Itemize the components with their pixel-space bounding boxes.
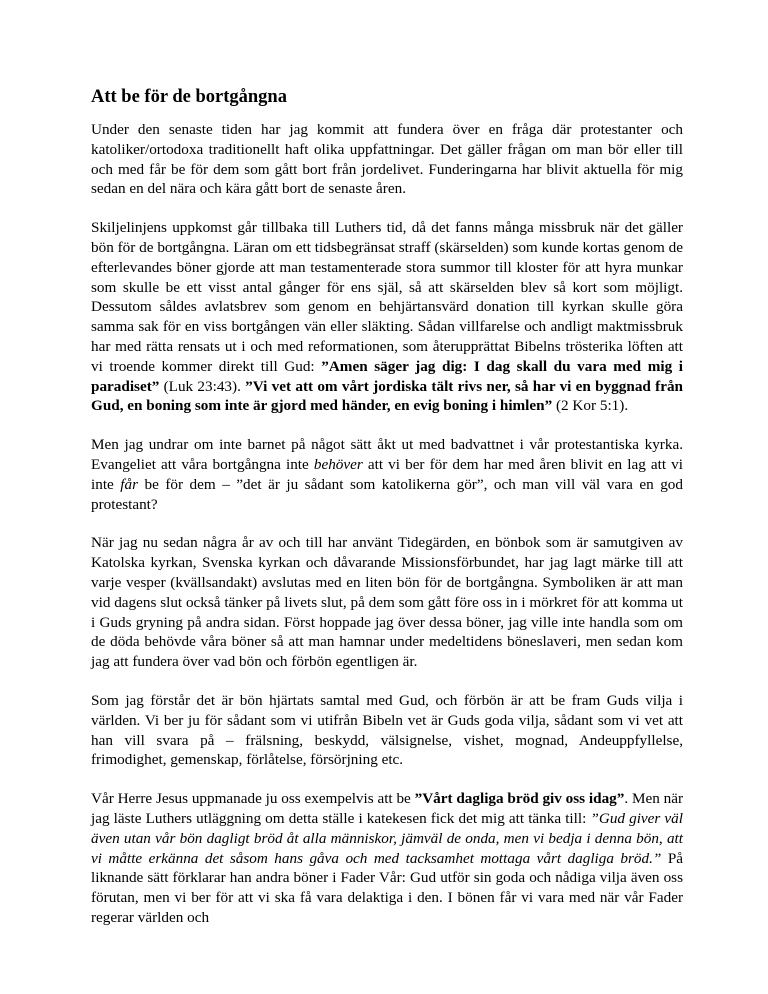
document-page	[91, 86, 683, 947]
paragraph-prayer-meaning: Som jag förstår det är bön hjärtats samtal med Gud, och förbön är att be fram Guds vilja i världen. Vi ber ju för sådant som vi utifrån Bibeln vet är Guds goda vilja, sådant som vi vet att han vill svara på – frälsning, beskydd, välsignelse, vishet, mognad, Andeuppfyllelse, frimodighet, gemenskap, förlåtelse, försörjning etc.	[91, 691, 683, 769]
bible-quote-daily-bread: ”Vårt dagliga bröd giv oss idag”	[414, 790, 625, 808]
text-run: Vår Herre Jesus uppmanade ju oss exempelvis att be	[91, 790, 415, 808]
emphasis-behover: behöver	[313, 455, 363, 473]
text-run: . Men när jag läste Luthers utläggning om detta ställe i katekesen fick det mig att tänka till:	[91, 790, 684, 827]
paragraph-protestant-question	[91, 435, 683, 514]
document-title: Att be för de bortgångna	[91, 87, 287, 107]
text-run: Men jag undrar om inte barnet på något sätt åkt ut med badvattnet i vår protestantiska kyrka. Evangeliet att våra bortgångna inte	[91, 436, 683, 473]
paragraph-tidegarden: När jag nu sedan några år av och till har använt Tidegärden, en bönbok som är samutgiven av Katolska kyrkan, Svenska kyrkan och dåvarande Missionsförbundet, har jag lagt märke till att varje vesper (kvällsandakt) avslutas med en liten bön för de bortgångna. Symboliken är att man vid dagens slut också tänker på livets slut, på dem som gått före oss in i mörkret för att komma ut i Guds gryning på andra sidan. Först hoppade jag över dessa böner, jag ville inte handla som om de döda behövde våra böner så att man hamnar under medeltidens böneslaveri, men sedan kom jag att fundera över vad bön och förbön egentligen är.	[91, 534, 683, 671]
text-run: (Luk 23:43).	[159, 377, 246, 395]
paragraph-daily-bread	[91, 789, 683, 928]
paragraph-intro: Under den senaste tiden har jag kommit att fundera över en fråga där protestanter och katoliker/ortodoxa traditionellt haft olika uppfattningar. Det gäller frågan om man bör eller till och med får be för dem som gått bort från jordelivet. Funderingarna har blivit aktuella för mig sedan en del nära och kära gått bort de senaste åren.	[91, 121, 683, 198]
paragraph-luther-history	[91, 218, 683, 416]
text-run: att vi ber för dem har med åren blivit en lag att vi inte	[91, 455, 683, 493]
bible-quote-luke: ”Amen säger jag dig: I dag skall du vara med mig i paradiset”	[91, 357, 683, 395]
luther-quote: ”Gud giver väl även utan vår bön dagligt bröd åt alla människor, jämväl de onda, men vi bedja i denna bön, att vi måtte erkänna det såsom hans gåva och med tacksamhet mottaga vårt dagliga bröd.”	[91, 809, 683, 867]
emphasis-far: får	[120, 475, 139, 493]
bible-quote-corinthians: ”Vi vet att om vårt jordiska tält rivs ner, så har vi en byggnad från Gud, en boning som inte är gjord med händer, en evig boning i himlen”	[91, 377, 683, 415]
text-run: Skiljelinjens uppkomst går tillbaka till Luthers tid, då det fanns många missbruk när det gäller bön för de bortgångna. Läran om ett tidsbegränsat straff (skärselden) som kunde kortas genom de efterlevandes böner gjorde att man testamenterade stora summor till kloster för att hyra munkar som skulle be ett visst antal gånger för ens själ, så att skärselden blev så kort som möjligt. Dessutom såldes avlatsbrev som genom en behjärtansvärd donation till kyrkan skulle göra samma sak för en viss bortgången vän eller släkting. Sådan villfarelse och andligt maktmissbruk har med rätta rensats ut i och med reformationen, som återupprättat Bibelns trösterika löften att vi troende kommer direkt till Gud:	[91, 219, 683, 375]
text-run: På liknande sätt förklarar han andra böner i Fader Vår: Gud utför sin goda och nådiga vilja även oss förutan, men vi ber för att vi ska få vara delaktiga i den. I bönen får vi vara med när vår Fader regerar världen och	[91, 849, 684, 926]
text-run: (2 Kor 5:1).	[552, 397, 629, 415]
text-run: be för dem – ”det är ju sådant som katolikerna gör”, och man vill väl vara en god protestant?	[91, 475, 683, 513]
